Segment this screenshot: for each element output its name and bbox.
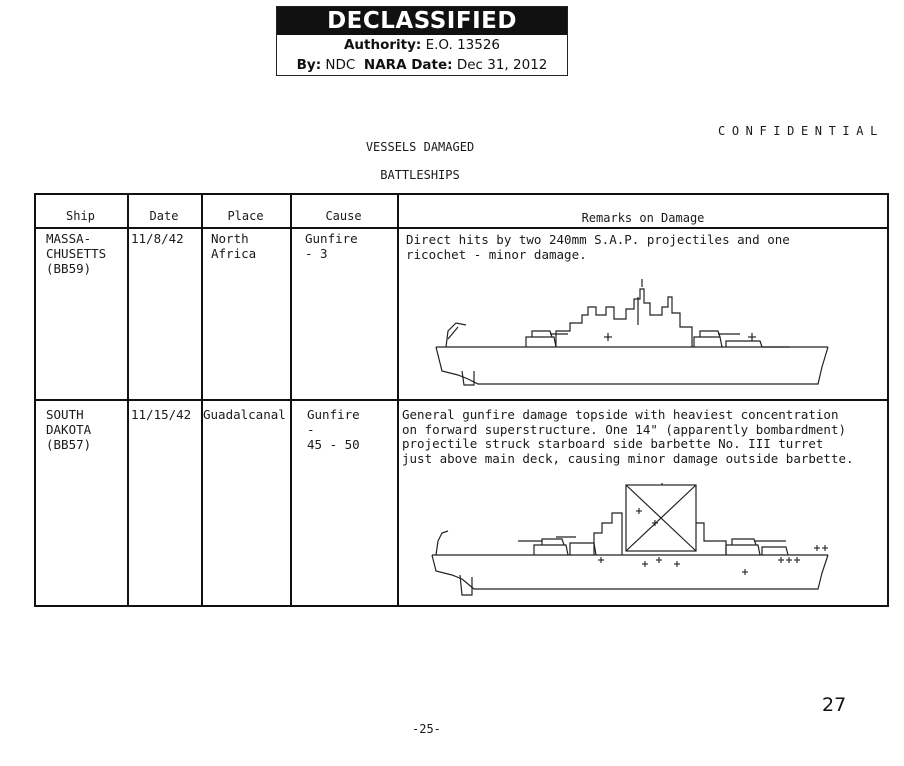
remarks-line: General gunfire damage topside with heaviest concentration (402, 407, 839, 422)
cause-cell: Gunfire - 45 - 50 (307, 407, 360, 452)
stamp-by-value: NDC (325, 57, 356, 73)
footer-page-number: -25- (412, 722, 441, 736)
stamp-nara-label: NARA Date: (363, 57, 453, 73)
page-title: VESSELS DAMAGED (365, 140, 475, 154)
stamp-authority-label: Authority: (343, 37, 422, 53)
remarks-line: ricochet - minor damage. (406, 246, 587, 262)
column-header-cause: Cause (325, 209, 362, 223)
remarks-line: Direct hits by two 240mm S.A.P. projectiles and one (406, 232, 790, 247)
remarks-line: on forward superstructure. One 14" (apparently bombardment) (402, 421, 847, 437)
stamp-by-label: By: (296, 57, 322, 73)
page-number: 27 (822, 694, 847, 716)
remarks-line: projectile struck starboard side barbette No. III turret (402, 436, 824, 451)
stamp-authority-value: E.O. 13526 (425, 37, 501, 53)
cause-cell: Gunfire - 3 (305, 231, 358, 261)
massachusetts-damage-diagram (430, 279, 830, 389)
column-header-remarks: Remarks on Damage (581, 211, 705, 225)
south-dakota-damage-diagram (426, 483, 836, 597)
classification-marking: CONFIDENTIAL (718, 124, 884, 138)
stamp-by-line (277, 55, 567, 75)
date-cell: 11/8/42 (131, 231, 184, 246)
row-divider (34, 399, 889, 401)
date-cell: 11/15/42 (131, 407, 192, 422)
column-header-date: Date (149, 209, 179, 223)
section-subtitle: BATTLESHIPS (380, 168, 460, 182)
declassified-stamp (276, 6, 568, 76)
ship-cell: MASSA- CHUSETTS (BB59) (46, 231, 107, 276)
stamp-authority-line (277, 35, 567, 55)
place-cell: Guadalcanal (203, 407, 286, 422)
remarks-cell (406, 233, 790, 262)
ship-cell: SOUTH DAKOTA (BB57) (46, 407, 92, 452)
column-header-ship: Ship (66, 209, 95, 223)
column-header-place: Place (227, 209, 264, 223)
stamp-nara-value: Dec 31, 2012 (456, 57, 548, 73)
stamp-title: DECLASSIFIED (277, 7, 567, 35)
remarks-cell (402, 408, 854, 466)
remarks-line: just above main deck, causing minor damage outside barbette. (402, 450, 854, 466)
place-cell: North Africa (211, 231, 257, 261)
header-divider (34, 227, 889, 229)
